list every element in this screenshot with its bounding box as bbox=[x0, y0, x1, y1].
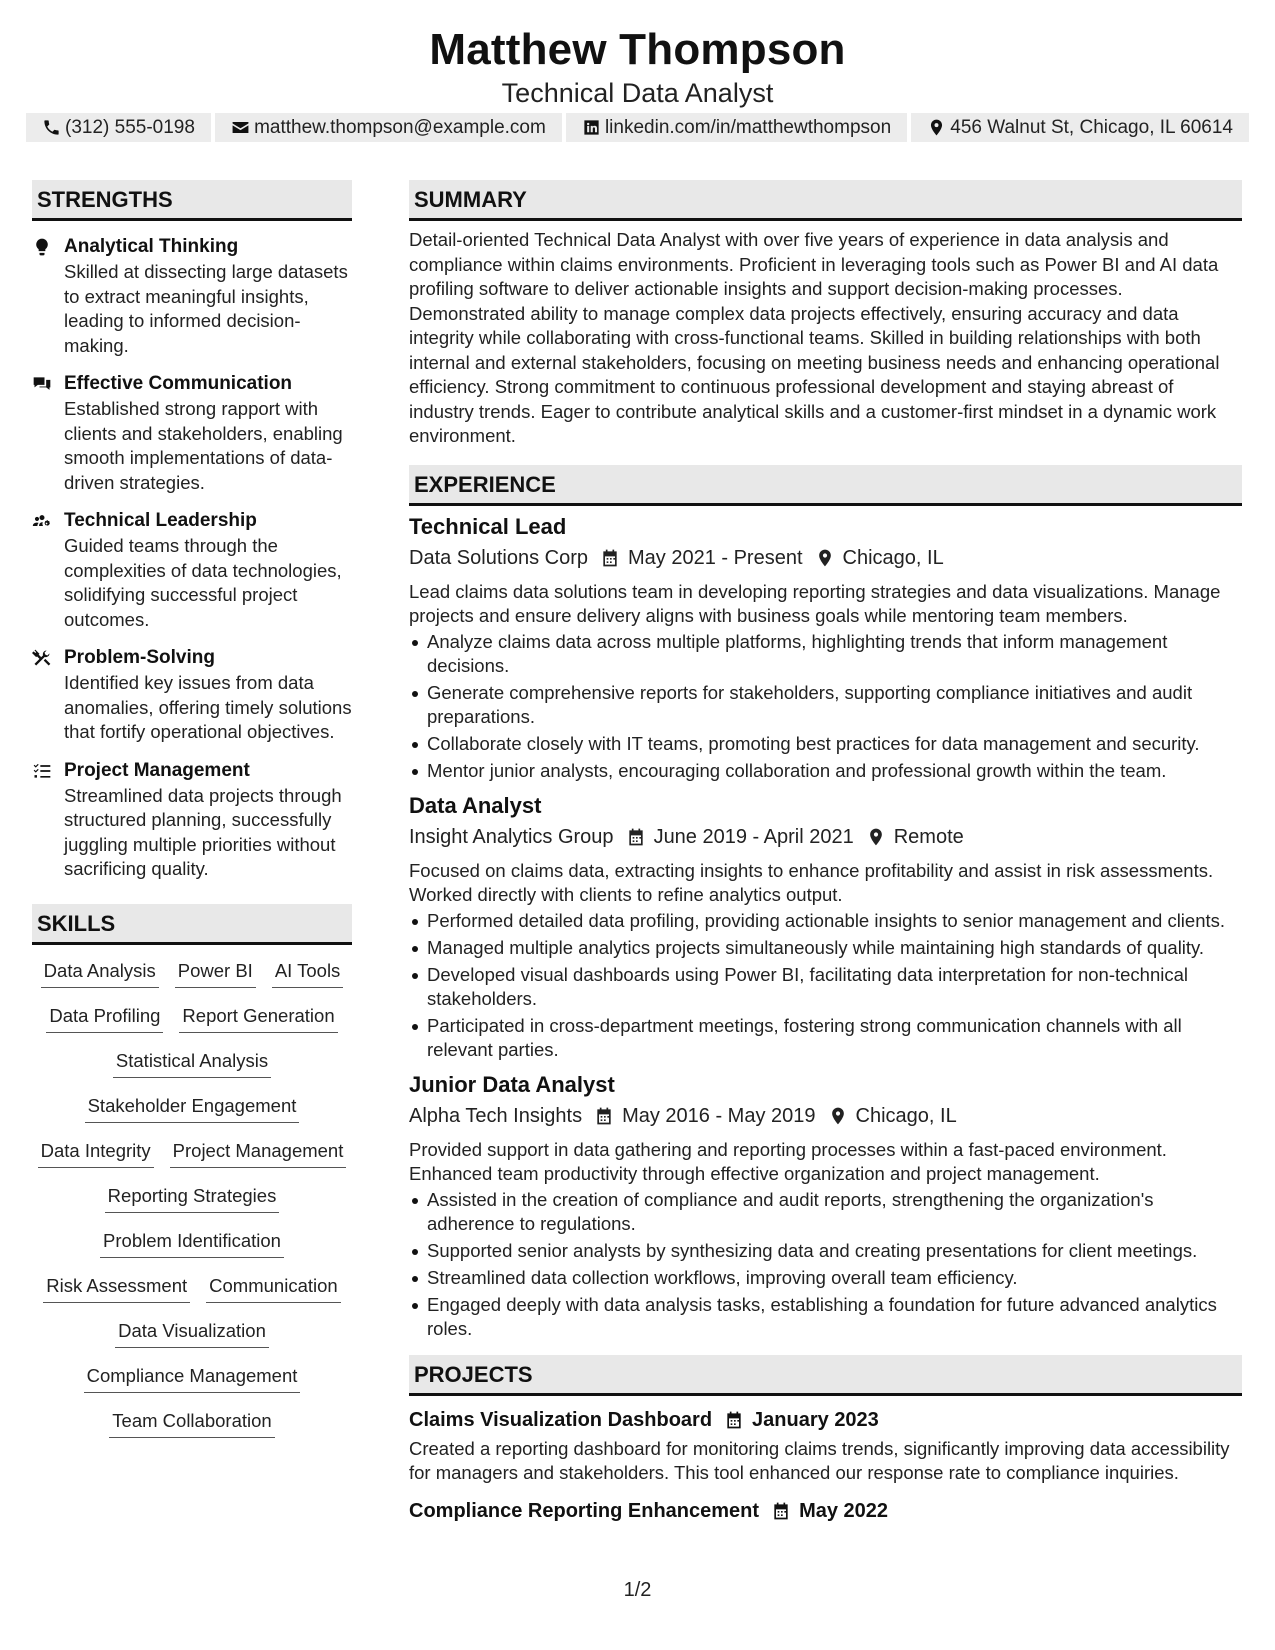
bullet-item: Managed multiple analytics projects simultaneously while maintaining high standards of quality. bbox=[409, 936, 1242, 960]
job-dates: May 2016 - May 2019 bbox=[622, 1104, 816, 1127]
project-date: January 2023 bbox=[752, 1408, 879, 1431]
bullet-item: Streamlined data collection workflows, improving overall team efficiency. bbox=[409, 1266, 1242, 1290]
skill-row bbox=[32, 959, 352, 1004]
job-location: Chicago, IL bbox=[855, 1104, 957, 1127]
skill-row bbox=[32, 1004, 352, 1049]
job-entry bbox=[409, 1070, 1242, 1341]
job-location: Remote bbox=[893, 825, 964, 848]
contact-bar bbox=[26, 113, 1249, 142]
strength-desc: Skilled at dissecting large datasets to extract meaningful insights, leading to informed decision-making. bbox=[64, 261, 348, 356]
map-marker-icon bbox=[866, 827, 886, 847]
bullet-item: Mentor junior analysts, encouraging collaboration and professional growth within the team. bbox=[409, 759, 1242, 783]
job-meta bbox=[409, 822, 1242, 852]
candidate-name: Matthew Thompson bbox=[429, 25, 846, 74]
bullet-item: Engaged deeply with data analysis tasks, establishing a foundation for future advanced analytics roles. bbox=[409, 1293, 1242, 1341]
job-dates: May 2021 - Present bbox=[627, 546, 803, 569]
job-title: Data Analyst bbox=[409, 792, 542, 818]
skill-tag: Reporting Strategies bbox=[105, 1184, 280, 1213]
job-bullets bbox=[409, 1188, 1242, 1341]
bullet-item: Assisted in the creation of compliance and audit reports, strengthening the organization's adherence to regulations. bbox=[409, 1188, 1242, 1236]
right-column bbox=[409, 180, 1242, 1526]
strength-title: Analytical Thinking bbox=[64, 236, 239, 257]
job-meta bbox=[409, 543, 1242, 573]
phone-icon bbox=[42, 118, 61, 137]
page-number: 1/2 bbox=[623, 1579, 652, 1601]
calendar-icon bbox=[626, 827, 646, 847]
project-date: May 2022 bbox=[799, 1499, 889, 1522]
strength-item bbox=[32, 371, 352, 495]
project-title: Claims Visualization Dashboard bbox=[409, 1408, 713, 1431]
strength-desc: Streamlined data projects through structured planning, successfully juggling multiple priorities without sacrificing quality. bbox=[64, 784, 342, 879]
project-entry bbox=[409, 1496, 1242, 1526]
job-location: Chicago, IL bbox=[842, 546, 944, 569]
skill-row bbox=[32, 1139, 352, 1184]
bullet-item: Collaborate closely with IT teams, promoting best practices for data management and security. bbox=[409, 732, 1242, 756]
map-marker-icon bbox=[815, 548, 835, 568]
phone-text: (312) 555-0198 bbox=[65, 116, 195, 138]
map-marker-icon bbox=[927, 118, 946, 137]
skill-tag: Data Analysis bbox=[41, 959, 159, 988]
bullet-item: Participated in cross-department meetings, fostering strong communication channels with all relevant parties. bbox=[409, 1014, 1242, 1062]
bullet-item: Analyze claims data across multiple platforms, highlighting trends that inform management decisions. bbox=[409, 630, 1242, 678]
job-intro: Focused on claims data, extracting insights to enhance profitability and assist in risk assessments. Worked directly with clients to refine analytics output. bbox=[409, 859, 1214, 905]
calendar-icon bbox=[724, 1410, 744, 1430]
job-intro: Lead claims data solutions team in developing reporting strategies and data visualizations. Manage projects and ensure delivery aligns with business goals while mentoring team members. bbox=[409, 580, 1221, 626]
bullet-item: Developed visual dashboards using Power BI, facilitating data interpretation for non-technical stakeholders. bbox=[409, 963, 1242, 1011]
lightbulb-icon bbox=[32, 237, 52, 257]
skill-tag: Project Management bbox=[170, 1139, 347, 1168]
summary-heading: SUMMARY bbox=[409, 180, 1242, 221]
project-desc: Created a reporting dashboard for monitoring claims trends, significantly improving data accessibility for managers and stakeholders. This tool enhanced our response rate to compliance inquiries. bbox=[409, 1437, 1230, 1483]
job-entry bbox=[409, 512, 1242, 783]
skills-list bbox=[32, 959, 352, 1454]
skill-row bbox=[32, 1184, 352, 1229]
job-company: Insight Analytics Group bbox=[409, 825, 614, 848]
strength-desc: Guided teams through the complexities of data technologies, solidifying successful project outcomes. bbox=[64, 535, 342, 630]
project-title: Compliance Reporting Enhancement bbox=[409, 1499, 760, 1522]
project-entry bbox=[409, 1405, 1242, 1486]
projects-heading: PROJECTS bbox=[409, 1355, 1242, 1396]
skill-row bbox=[32, 1364, 352, 1409]
strength-title: Technical Leadership bbox=[64, 510, 257, 531]
address-text: 456 Walnut St, Chicago, IL 60614 bbox=[950, 116, 1233, 138]
skill-row bbox=[32, 1274, 352, 1319]
candidate-title: Technical Data Analyst bbox=[501, 78, 774, 108]
contact-linkedin[interactable] bbox=[566, 113, 907, 142]
strength-item bbox=[32, 758, 352, 882]
job-intro: Provided support in data gathering and reporting processes within a fast-paced environment. Enhanced team productivity through effective organization and project management. bbox=[409, 1138, 1167, 1184]
job-title: Technical Lead bbox=[409, 513, 567, 539]
strength-item bbox=[32, 234, 352, 358]
calendar-icon bbox=[771, 1501, 791, 1521]
skill-tag: Problem Identification bbox=[100, 1229, 284, 1258]
strength-item bbox=[32, 508, 352, 632]
job-company: Data Solutions Corp bbox=[409, 546, 588, 569]
strength-title: Effective Communication bbox=[64, 373, 293, 394]
strength-desc: Established strong rapport with clients and stakeholders, enabling smooth implementations of data-driven strategies. bbox=[64, 398, 343, 493]
skill-tag: Report Generation bbox=[179, 1004, 337, 1033]
skill-tag: Data Visualization bbox=[115, 1319, 269, 1348]
skill-tag: Data Integrity bbox=[38, 1139, 154, 1168]
skill-tag: Power BI bbox=[175, 959, 256, 988]
skill-tag: Team Collaboration bbox=[109, 1409, 274, 1438]
comments-icon bbox=[32, 374, 52, 394]
contact-address bbox=[911, 113, 1249, 142]
left-column bbox=[32, 180, 352, 1454]
tools-icon bbox=[32, 648, 52, 668]
skill-row bbox=[32, 1049, 352, 1094]
calendar-icon bbox=[594, 1106, 614, 1126]
resume-header bbox=[0, 0, 1275, 110]
job-meta bbox=[409, 1101, 1242, 1131]
project-title-row bbox=[409, 1405, 1242, 1435]
calendar-icon bbox=[600, 548, 620, 568]
tasks-icon bbox=[32, 761, 52, 781]
bullet-item: Supported senior analysts by synthesizing data and creating presentations for client meetings. bbox=[409, 1239, 1242, 1263]
bullet-item: Performed detailed data profiling, providing actionable insights to senior management and clients. bbox=[409, 909, 1242, 933]
map-marker-icon bbox=[828, 1106, 848, 1126]
skill-row bbox=[32, 1409, 352, 1454]
skill-tag: Data Profiling bbox=[46, 1004, 163, 1033]
strength-desc: Identified key issues from data anomalies, offering timely solutions that fortify operational objectives. bbox=[64, 672, 352, 742]
bullet-item: Generate comprehensive reports for stakeholders, supporting compliance initiatives and audit preparations. bbox=[409, 681, 1242, 729]
linkedin-text[interactable]: linkedin.com/in/matthewthompson bbox=[604, 116, 892, 138]
skill-tag: Compliance Management bbox=[84, 1364, 301, 1393]
skill-row bbox=[32, 1094, 352, 1139]
experience-heading: EXPERIENCE bbox=[409, 465, 1242, 506]
skill-tag: Risk Assessment bbox=[43, 1274, 190, 1303]
job-bullets bbox=[409, 909, 1242, 1062]
envelope-icon bbox=[231, 118, 250, 137]
job-company: Alpha Tech Insights bbox=[409, 1104, 583, 1127]
skill-tag: Communication bbox=[206, 1274, 341, 1303]
skill-tag: AI Tools bbox=[272, 959, 343, 988]
job-bullets bbox=[409, 630, 1242, 783]
strength-title: Project Management bbox=[64, 759, 250, 781]
project-title-row bbox=[409, 1496, 1242, 1526]
job-dates: June 2019 - April 2021 bbox=[653, 825, 854, 848]
skill-row bbox=[32, 1229, 352, 1274]
job-entry bbox=[409, 791, 1242, 1062]
summary-text: Detail-oriented Technical Data Analyst with over five years of experience in data analysis and compliance within claims environments. Proficient in leveraging tools such as Power BI and AI data profiling software to deliver actionable insights and support decision-making processes. Demonstrated ability to manage complex data projects effectively, ensuring accuracy and data integrity while collaborating with cross-functional teams. Skilled in building relationships with both internal and external stakeholders, focusing on meeting business needs and enhancing operational efficiency. Strong commitment to continuous professional development and staying abreast of industry trends. Eager to contribute analytical skills and a customer-first mindset in a dynamic work environment. bbox=[409, 229, 1220, 446]
contact-phone bbox=[26, 113, 211, 142]
linkedin-icon bbox=[582, 118, 601, 137]
strengths-heading: STRENGTHS bbox=[32, 180, 352, 221]
email-text[interactable]: matthew.thompson@example.com bbox=[254, 116, 546, 138]
strength-item bbox=[32, 645, 352, 745]
users-cog-icon bbox=[32, 511, 52, 531]
skill-tag: Statistical Analysis bbox=[113, 1049, 271, 1078]
skills-heading: SKILLS bbox=[32, 904, 352, 945]
skill-row bbox=[32, 1319, 352, 1364]
contact-email[interactable] bbox=[215, 113, 562, 142]
skill-tag: Stakeholder Engagement bbox=[85, 1094, 300, 1123]
strength-title: Problem-Solving bbox=[64, 647, 215, 668]
job-title: Junior Data Analyst bbox=[409, 1071, 615, 1097]
